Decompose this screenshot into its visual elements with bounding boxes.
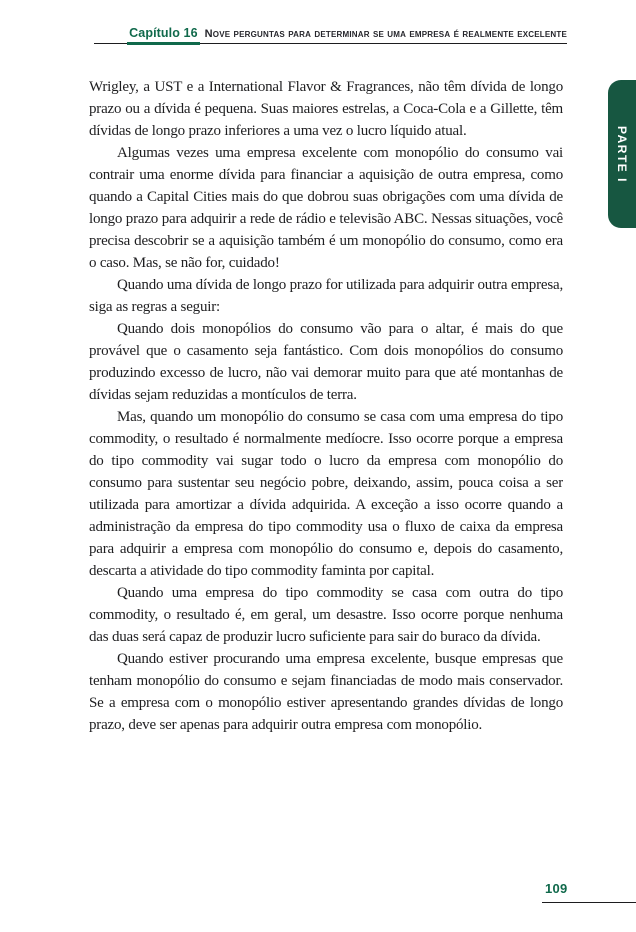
paragraph: Quando dois monopólios do consumo vão para o altar, é mais do que provável que o casamento seja fantástico. Com dois monopólios do consumo produzindo excesso de lucro, não vai demorar muito para que até montanhas de dívidas sejam reduzidas a montículos de terra.: [89, 321, 563, 403]
running-head: [94, 24, 567, 44]
paragraph: Wrigley, a UST e a International Flavor & Fragrances, não têm dívida de longo prazo ou a dívida é pequena. Suas maiores estrelas, a Coca-Cola e a Gillette, têm dívidas de longo prazo inferiores a uma vez o lucro líquido atual.: [89, 79, 563, 139]
paragraph: Mas, quando um monopólio do consumo se casa com uma empresa do tipo commodity, o resultado é normalmente medíocre. Isso ocorre porque a empresa do tipo commodity vai sugar todo o lucro da empresa com monopólio do consumo para sustentar seu negócio pobre, deixando, assim, pouca coisa a ser utilizada para amortizar a dívida adquirida. A exceção a isso ocorre quando a administração da empresa do tipo commodity usa o fluxo de caixa da empresa para adquirir a empresa com monopólio do consumo e, depois do casamento, descarta a atividade do tipo commodity faminta por capital.: [89, 409, 563, 579]
footer: [542, 880, 636, 903]
chapter-label: Capítulo 16: [129, 26, 198, 40]
part-tab-label: PARTE I: [615, 125, 629, 183]
body-text: [89, 76, 563, 876]
page-number: 109: [545, 881, 568, 896]
paragraph: Quando estiver procurando uma empresa excelente, busque empresas que tenham monopólio do consumo e sejam financiadas de modo mais conservador. Se a empresa com o monopólio estiver apresentando grandes dívidas de longo prazo, deve ser apenas para adquirir outra empresa com monopólio.: [89, 651, 563, 733]
paragraph: Quando uma dívida de longo prazo for utilizada para adquirir outra empresa, siga as regras a seguir:: [89, 277, 563, 315]
paragraph: Quando uma empresa do tipo commodity se casa com outra do tipo commodity, o resultado é, em geral, um desastre. Isso ocorre porque nenhuma das duas será capaz de produzir lucro suficiente para sair do buraco da dívida.: [89, 585, 563, 645]
chapter-title: Nove perguntas para determinar se uma empresa é realmente excelente: [204, 28, 567, 40]
paragraph: Algumas vezes uma empresa excelente com monopólio do consumo vai contrair uma enorme dívida para financiar a aquisição de outra empresa, como quando a Capital Cities mais do que dobrou suas obrigações com uma dívida de longo prazo para adquirir a rede de rádio e televisão ABC. Nessas situações, você precisa descobrir se a aquisição também é um monopólio do consumo, como era o caso. Mas, se não for, cuidado!: [89, 145, 563, 271]
part-tab: [608, 80, 636, 228]
